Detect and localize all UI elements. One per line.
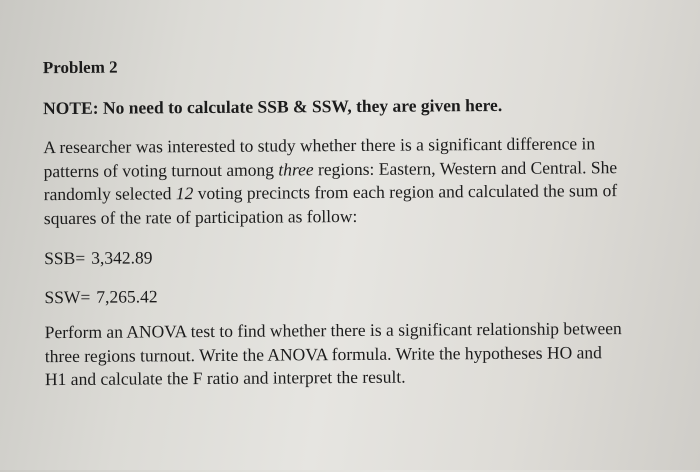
ssw-line <box>44 286 157 308</box>
task-line-3: H1 and calculate the F ratio and interpret the result. <box>44 366 406 390</box>
task-instructions <box>45 317 675 392</box>
ssb-value: 3,342.89 <box>91 247 153 268</box>
description-line-1: A researcher was interested to study whether there is a significant difference in <box>43 133 596 158</box>
problem-title: Problem 2 <box>42 57 118 78</box>
task-line-1: Perform an ANOVA test to find whether there is a significant relationship between <box>44 318 622 343</box>
problem-description <box>43 132 674 230</box>
task-line-2: three regions turnout. Write the ANOVA formula. Write the hypotheses HO and <box>44 341 602 366</box>
ssb-line <box>44 247 152 269</box>
ssw-value: 7,265.42 <box>96 286 158 307</box>
description-line-4: squares of the rate of participation as follow: <box>43 205 358 228</box>
ssb-label: SSB= <box>44 247 86 269</box>
problem-note: NOTE: No need to calculate SSB & SSW, they are given here. <box>43 94 503 119</box>
description-line-2: patterns of voting turnout among three regions: Eastern, Western and Central. She <box>43 156 618 181</box>
ssw-label: SSW= <box>44 286 91 308</box>
description-line-3: randomly selected 12 voting precincts from each region and calculated the sum of <box>43 180 618 205</box>
